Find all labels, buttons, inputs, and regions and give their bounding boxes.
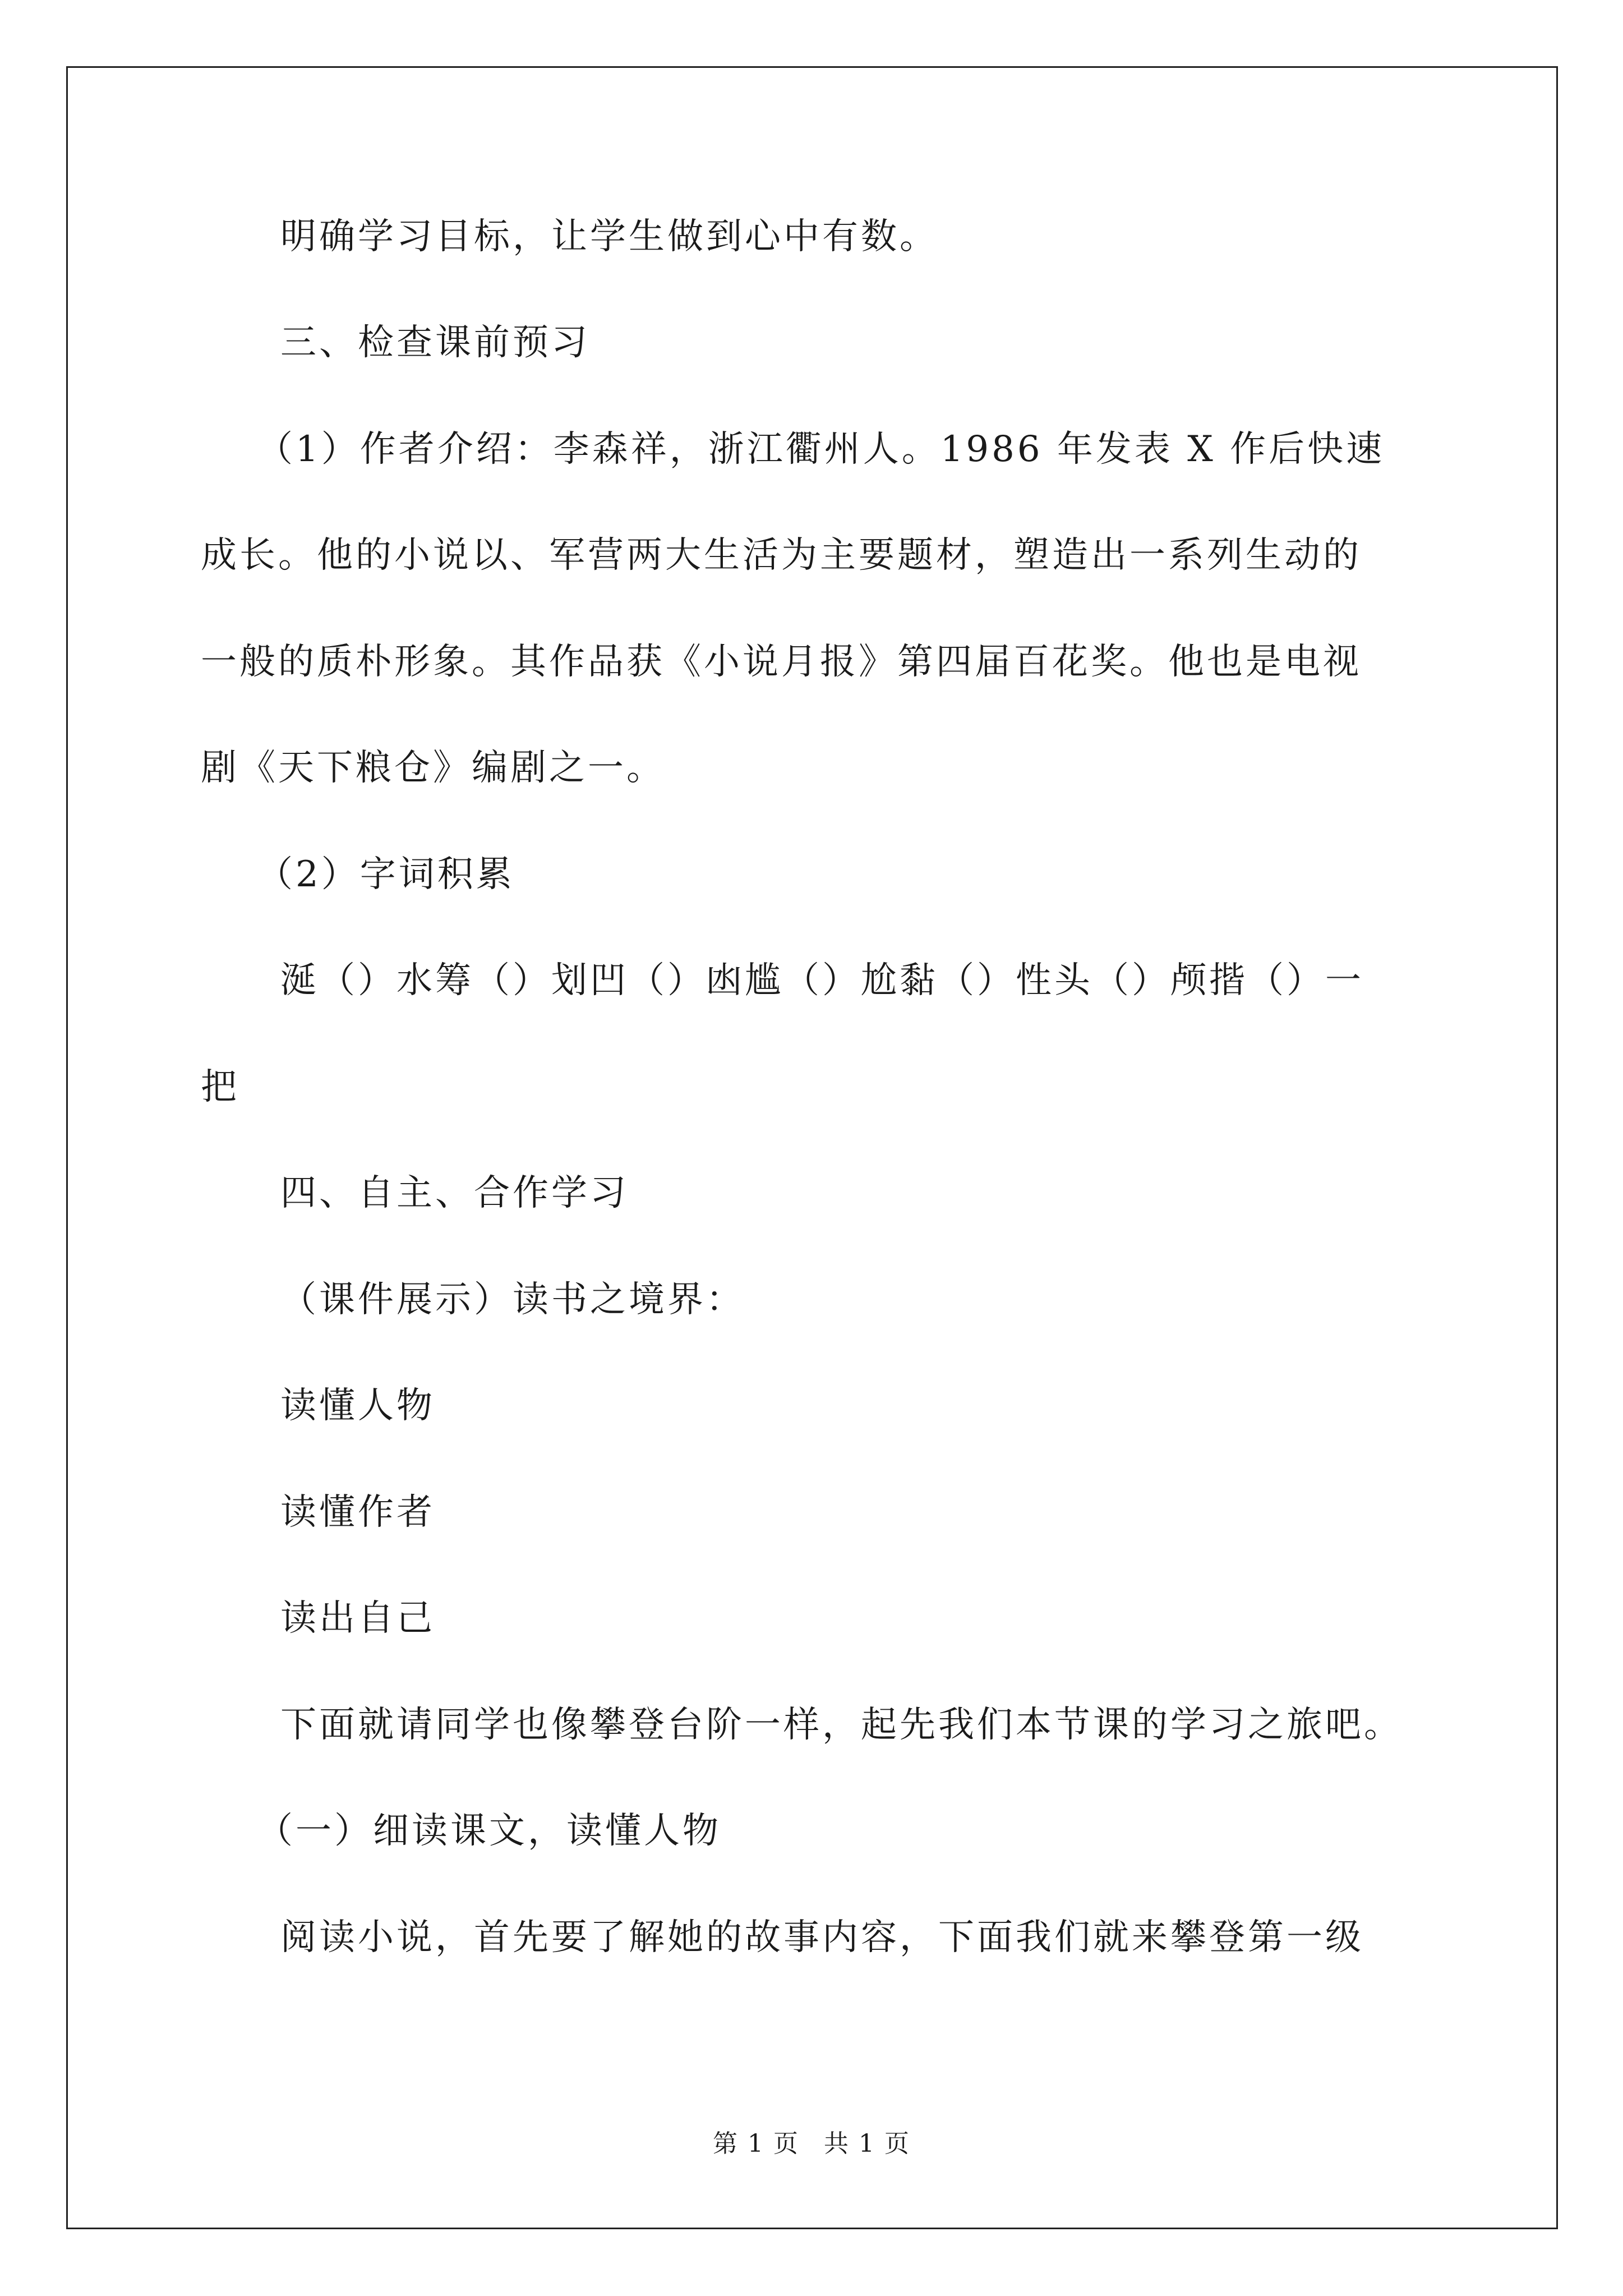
paragraph-line: 阅读小说，首先要了解她的故事内容，下面我们就来攀登第一级: [280, 1917, 1364, 1958]
paragraph-line: （2）字词积累: [257, 854, 515, 895]
page-number: 第 1 页: [713, 2129, 799, 2158]
paragraph-line: 成长。他的小说以、军营两大生活为主要题材，塑造出一系列生动的: [201, 535, 1362, 576]
page-border: [66, 66, 1558, 2229]
paragraph-line: 把: [201, 1066, 239, 1108]
section-heading: 四、自主、合作学习: [280, 1172, 629, 1214]
paragraph-line: 明确学习目标，让学生做到心中有数。: [280, 216, 938, 257]
paragraph-line: 读出自己: [280, 1598, 435, 1639]
section-heading: 三、检查课前预习: [280, 322, 590, 364]
paragraph-line: 读懂人物: [280, 1385, 435, 1427]
paragraph-line: 下面就请同学也像攀登台阶一样，起先我们本节课的学习之旅吧。: [280, 1704, 1403, 1746]
page-total: 共 1 页: [824, 2129, 910, 2158]
paragraph-line: （课件展示）读书之境界：: [280, 1279, 745, 1320]
paragraph-line: （一）细读课文，读懂人物: [257, 1810, 721, 1852]
paragraph-line: 涎（）水筹（）划凹（）凼尴（）尬黏（）性头（）颅揩（）一: [280, 960, 1364, 1001]
paragraph-line: 剧《天下粮仓》编剧之一。: [201, 747, 665, 789]
paragraph-line: 读懂作者: [280, 1492, 435, 1533]
paragraph-line: （1）作者介绍：李森祥，浙江衢州人。1986 年发表 X 作后快速: [257, 429, 1385, 470]
paragraph-line: 一般的质朴形象。其作品获《小说月报》第四届百花奖。他也是电视: [201, 641, 1362, 683]
page-footer: [0, 2123, 1623, 2159]
